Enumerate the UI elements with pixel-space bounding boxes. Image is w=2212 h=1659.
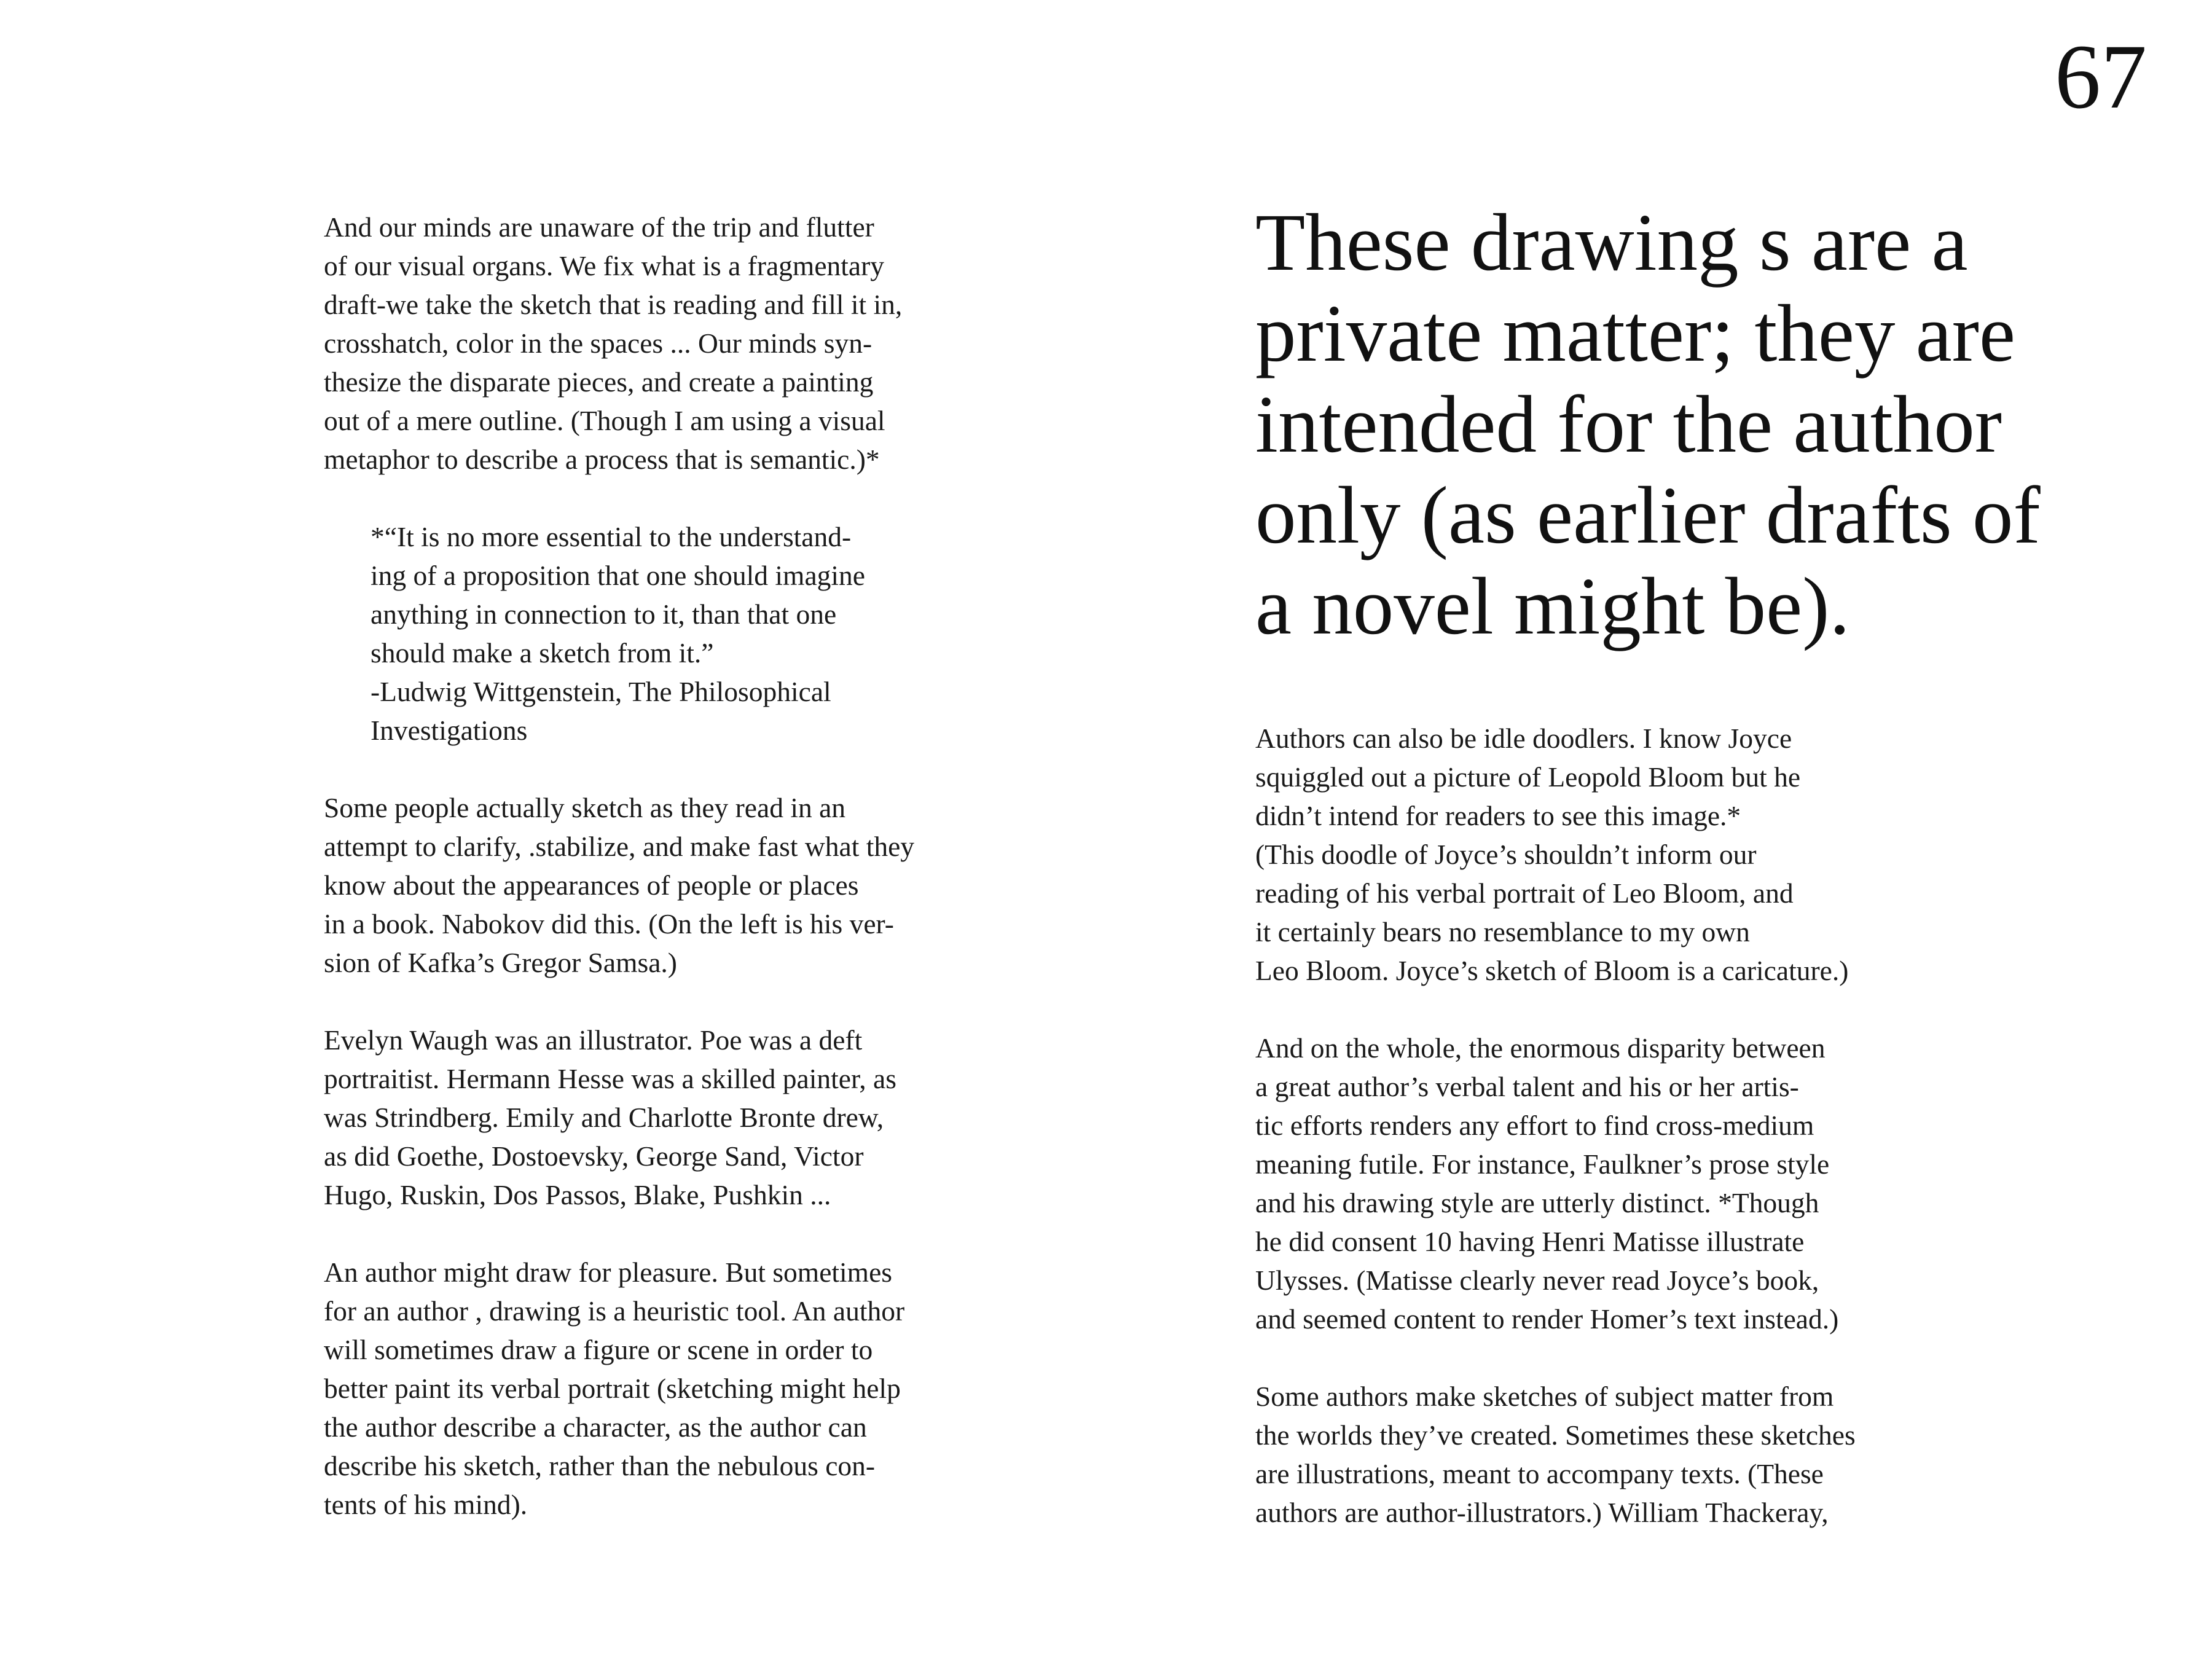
text-line: it certainly bears no resemblance to my own: [1255, 916, 1750, 947]
text-line: describe his sketch, rather than the nebulous con-: [324, 1450, 876, 1481]
paragraph: [324, 208, 994, 479]
text-line: Authors can also be idle doodlers. I know Joyce: [1255, 723, 1792, 754]
paragraph: [1255, 719, 2177, 990]
text-line: reading of his verbal portrait of Leo Bloom, and: [1255, 877, 1794, 909]
paragraph: [1255, 1377, 2177, 1532]
text-line: should make a sketch from it.”: [371, 637, 714, 669]
text-line: he did consent 10 having Henri Matisse illustrate: [1255, 1226, 1805, 1257]
right-column: [1255, 197, 2177, 1571]
text-line: the worlds they’ve created. Sometimes these sketches: [1255, 1419, 1856, 1451]
pull-quote-line: private matter; they are: [1255, 288, 2016, 378]
text-line: know about the appearances of people or places: [324, 869, 859, 901]
text-line: will sometimes draw a figure or scene in order to: [324, 1334, 873, 1365]
text-line: the author describe a character, as the author can: [324, 1411, 867, 1443]
text-line: and his drawing style are utterly distinct. *Though: [1255, 1187, 1819, 1218]
text-line: of our visual organs. We fix what is a fragmentary: [324, 250, 884, 281]
text-line: portraitist. Hermann Hesse was a skilled painter, as: [324, 1063, 896, 1094]
paragraph: [1255, 1029, 2177, 1338]
text-line: in a book. Nabokov did this. (On the left is his ver-: [324, 908, 894, 939]
text-line: Evelyn Waugh was an illustrator. Poe was a deft: [324, 1024, 863, 1056]
left-column: [324, 208, 994, 1563]
text-line: Some authors make sketches of subject matter from: [1255, 1381, 1834, 1412]
text-line: crosshatch, color in the spaces ... Our minds syn-: [324, 327, 873, 359]
text-line: *“It is no more essential to the understand-: [371, 521, 852, 552]
text-line: meaning futile. For instance, Faulkner’s prose style: [1255, 1148, 1830, 1180]
text-line: -Ludwig Wittgenstein, The Philosophical: [371, 676, 831, 707]
text-line: And on the whole, the enormous disparity between: [1255, 1032, 1826, 1064]
pull-quote: [1255, 197, 2177, 651]
text-line: better paint its verbal portrait (sketching might help: [324, 1373, 901, 1404]
text-line: out of a mere outline. (Though I am using a visual: [324, 405, 885, 436]
text-line: sion of Kafka’s Gregor Samsa.): [324, 947, 677, 978]
text-line: ing of a proposition that one should imagine: [371, 560, 865, 591]
text-line: attempt to clarify, .stabilize, and make fast what they: [324, 831, 915, 862]
text-line: thesize the disparate pieces, and create a painting: [324, 366, 874, 398]
text-line: Leo Bloom. Joyce’s sketch of Bloom is a caricature.): [1255, 955, 1849, 986]
text-line: tic efforts renders any effort to find cross-medium: [1255, 1110, 1814, 1141]
text-line: anything in connection to it, than that one: [371, 598, 837, 630]
pull-quote-line: These drawing s are a: [1255, 197, 1968, 288]
text-line: metaphor to describe a process that is semantic.)*: [324, 444, 880, 475]
text-line: didn’t intend for readers to see this image.*: [1255, 800, 1741, 831]
pull-quote-line: intended for the author: [1255, 378, 2002, 469]
text-line: And our minds are unaware of the trip and flutter: [324, 211, 874, 243]
pull-quote-line: a novel might be).: [1255, 560, 1850, 651]
text-line: Hugo, Ruskin, Dos Passos, Blake, Pushkin ...: [324, 1179, 831, 1210]
text-line: (This doodle of Joyce’s shouldn’t inform our: [1255, 839, 1757, 870]
page-number: 67: [2055, 26, 2147, 128]
pull-quote-line: only (as earlier drafts of: [1255, 469, 2041, 560]
text-line: Investigations: [371, 715, 528, 746]
text-line: squiggled out a picture of Leopold Bloom but he: [1255, 761, 1801, 793]
text-line: Some people actually sketch as they read in an: [324, 792, 846, 823]
text-line: An author might draw for pleasure. But sometimes: [324, 1257, 892, 1288]
text-line: tents of his mind).: [324, 1489, 528, 1520]
text-line: and seemed content to render Homer’s text instead.): [1255, 1303, 1839, 1335]
paragraph: [324, 1253, 994, 1524]
text-line: are illustrations, meant to accompany texts. (These: [1255, 1458, 1824, 1489]
paragraph: [324, 788, 994, 982]
wittgenstein-footnote: [371, 517, 994, 750]
text-line: as did Goethe, Dostoevsky, George Sand, Victor: [324, 1140, 864, 1172]
text-line: authors are author-illustrators.) William Thackeray,: [1255, 1497, 1829, 1528]
text-line: was Strindberg. Emily and Charlotte Bronte drew,: [324, 1102, 884, 1133]
text-line: Ulysses. (Matisse clearly never read Joyce’s book,: [1255, 1265, 1819, 1296]
text-line: a great author’s verbal talent and his or her artis-: [1255, 1071, 1799, 1102]
paragraph: [324, 1021, 994, 1214]
text-line: for an author , drawing is a heuristic tool. An author: [324, 1295, 905, 1327]
text-line: draft-we take the sketch that is reading and fill it in,: [324, 289, 903, 320]
